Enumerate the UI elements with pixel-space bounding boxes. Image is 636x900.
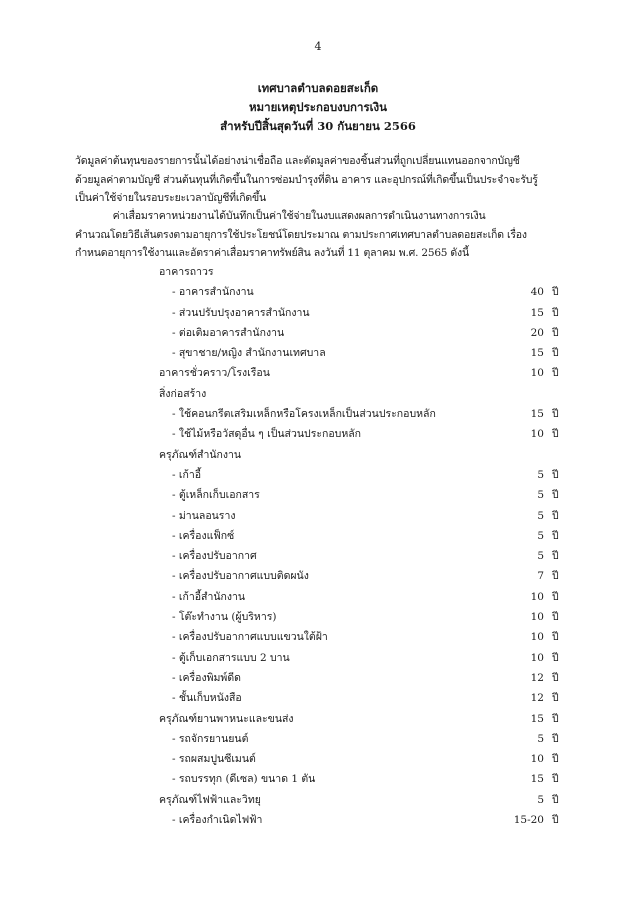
- item-label: - รถจักรยานยนต์: [172, 732, 249, 745]
- useful-life-value: 10: [530, 651, 544, 664]
- unit-label: ปี: [552, 489, 559, 502]
- unit-label: ปี: [552, 367, 559, 380]
- unit-label: ปี: [552, 651, 559, 664]
- category-row: [0, 262, 636, 282]
- useful-life-value: 10: [530, 753, 544, 766]
- useful-life-value: 5: [537, 550, 544, 563]
- list-item: [0, 424, 636, 444]
- page-number: 4: [314, 40, 322, 53]
- list-item: [0, 282, 636, 302]
- useful-life-value: 10: [530, 367, 544, 380]
- useful-life-value: 5: [537, 468, 544, 481]
- useful-life-value: 15: [530, 408, 544, 421]
- list-item: [0, 323, 636, 343]
- list-item: [0, 303, 636, 323]
- document-period: สำหรับปีสิ้นสุดวันที่ 30 กันยายน 2566: [220, 119, 416, 133]
- unit-label: ปี: [552, 326, 559, 339]
- item-label: - โต๊ะทำงาน (ผู้บริหาร): [172, 611, 277, 624]
- unit-label: ปี: [552, 732, 559, 745]
- useful-life-value: 40: [530, 286, 544, 299]
- item-label: - ตู้เก็บเอกสารแบบ 2 บาน: [172, 651, 290, 664]
- useful-life-value: 12: [530, 671, 544, 684]
- list-item: [0, 343, 636, 363]
- item-label: - เก้าอี้: [172, 468, 202, 481]
- useful-life-value: 10: [530, 590, 544, 603]
- useful-life-list: [0, 262, 636, 830]
- useful-life-value: 10: [530, 631, 544, 644]
- unit-label: ปี: [552, 468, 559, 481]
- list-item: [0, 607, 636, 627]
- unit-label: ปี: [552, 611, 559, 624]
- category-row: [0, 790, 636, 810]
- document-title: เทศบาลตำบลดอยสะเก็ด: [257, 81, 379, 95]
- category-row: [0, 363, 636, 383]
- list-item: [0, 769, 636, 789]
- category-label: อาคารชั่วคราว/โรงเรือน: [159, 367, 270, 380]
- category-label: อาคารถาวร: [159, 266, 214, 278]
- item-label: - ส่วนปรับปรุงอาคารสำนักงาน: [172, 306, 310, 319]
- unit-label: ปี: [552, 570, 559, 583]
- unit-label: ปี: [552, 509, 559, 522]
- unit-label: ปี: [552, 306, 559, 319]
- item-label: - ใช้คอนกรีตเสริมเหล็กหรือโครงเหล็กเป็นส่วนประกอบหลัก: [172, 408, 436, 421]
- useful-life-value: 15-20: [513, 814, 544, 827]
- unit-label: ปี: [552, 286, 559, 299]
- paragraph-asset-cost: [75, 152, 581, 208]
- useful-life-value: 5: [537, 793, 544, 806]
- item-label: - ชั้นเก็บหนังสือ: [172, 692, 242, 705]
- item-label: - เครื่องแฟ็กซ์: [172, 529, 235, 542]
- unit-label: ปี: [552, 347, 559, 360]
- item-label: - เครื่องปรับอากาศ: [172, 550, 257, 563]
- list-item: [0, 566, 636, 586]
- unit-label: ปี: [552, 408, 559, 421]
- item-label: - ตู้เหล็กเก็บเอกสาร: [172, 489, 260, 502]
- list-item: [0, 749, 636, 769]
- unit-label: ปี: [552, 814, 559, 827]
- item-label: - อาคารสำนักงาน: [172, 286, 254, 299]
- list-item: [0, 465, 636, 485]
- unit-label: ปี: [552, 631, 559, 644]
- category-label: สิ่งก่อสร้าง: [159, 387, 207, 400]
- paragraph-line: เป็นค่าใช้จ่ายในรอบระยะเวลาบัญชีที่เกิดขึ้น: [75, 192, 266, 204]
- unit-label: ปี: [552, 428, 559, 441]
- item-label: - เก้าอี้สำนักงาน: [172, 590, 246, 603]
- item-label: - ใช้ไม้หรือวัสดุอื่น ๆ เป็นส่วนประกอบหลัก: [172, 428, 362, 441]
- item-label: - เครื่องพิมพ์ดีด: [172, 671, 241, 684]
- useful-life-value: 5: [537, 489, 544, 502]
- category-row: [0, 384, 636, 404]
- category-label: ครุภัณฑ์ยานพาหนะและขนส่ง: [159, 712, 294, 725]
- useful-life-value: 7: [537, 570, 544, 583]
- category-label: ครุภัณฑ์สำนักงาน: [159, 448, 242, 461]
- item-label: - เครื่องปรับอากาศแบบติดผนัง: [172, 570, 309, 583]
- document-subtitle: หมายเหตุประกอบงบการเงิน: [248, 100, 388, 114]
- list-item: [0, 546, 636, 566]
- useful-life-value: 5: [537, 529, 544, 542]
- list-item: [0, 688, 636, 708]
- paragraph-depreciation: [75, 207, 581, 263]
- useful-life-value: 12: [530, 692, 544, 705]
- item-label: - ต่อเติมอาคารสำนักงาน: [172, 326, 285, 339]
- list-item: [0, 810, 636, 830]
- list-item: [0, 526, 636, 546]
- unit-label: ปี: [552, 793, 559, 806]
- list-item: [0, 627, 636, 647]
- category-row: [0, 709, 636, 729]
- item-label: - รถผสมปูนซีเมนต์: [172, 753, 256, 766]
- useful-life-value: 15: [530, 347, 544, 360]
- list-item: [0, 404, 636, 424]
- useful-life-value: 15: [530, 712, 544, 725]
- unit-label: ปี: [552, 590, 559, 603]
- paragraph-line: กำหนดอายุการใช้งานและอัตราค่าเสื่อมราคาทรัพย์สิน ลงวันที่ 11 ตุลาคม พ.ศ. 2565 ดังนี้: [75, 247, 469, 259]
- list-item: [0, 506, 636, 526]
- paragraph-line: วัดมูลค่าต้นทุนของรายการนั้นได้อย่างน่าเชื่อถือ และตัดมูลค่าของชิ้นส่วนที่ถูกเปลี่ยนแทนออกจากบัญชี: [75, 155, 520, 167]
- list-item: [0, 485, 636, 505]
- unit-label: ปี: [552, 712, 559, 725]
- useful-life-value: 10: [530, 428, 544, 441]
- list-item: [0, 587, 636, 607]
- paragraph-line: คำนวณโดยวิธีเส้นตรงตามอายุการใช้ประโยชน์โดยประมาณ ตามประกาศเทศบาลตำบลดอยสะเก็ด เรื่อง: [75, 228, 527, 241]
- unit-label: ปี: [552, 753, 559, 766]
- useful-life-value: 15: [530, 773, 544, 786]
- category-row: [0, 445, 636, 465]
- unit-label: ปี: [552, 692, 559, 705]
- paragraph-line: ค่าเสื่อมราคาหน่วยงานได้บันทึกเป็นค่าใช้จ่ายในงบแสดงผลการดำเนินงานทางการเงิน: [75, 210, 486, 222]
- unit-label: ปี: [552, 671, 559, 684]
- item-label: - ม่านลอนราง: [172, 509, 236, 522]
- unit-label: ปี: [552, 773, 559, 786]
- list-item: [0, 648, 636, 668]
- list-item: [0, 729, 636, 749]
- useful-life-value: 10: [530, 611, 544, 624]
- category-label: ครุภัณฑ์ไฟฟ้าและวิทยุ: [159, 793, 261, 806]
- unit-label: ปี: [552, 529, 559, 542]
- paragraph-line: ด้วยมูลค่าตามบัญชี ส่วนต้นทุนที่เกิดขึ้นในการซ่อมบำรุงที่ดิน อาคาร และอุปกรณ์ที่เกิดขึ้นเป็นประจำจะรับรู้: [75, 173, 538, 186]
- useful-life-value: 20: [530, 326, 544, 339]
- item-label: - สุขาชาย/หญิง สำนักงานเทศบาล: [172, 347, 326, 360]
- unit-label: ปี: [552, 550, 559, 563]
- item-label: - เครื่องปรับอากาศแบบแขวนใต้ฝ้า: [172, 631, 328, 644]
- item-label: - รถบรรทุก (ดีเซล) ขนาด 1 ตัน: [172, 773, 316, 786]
- list-item: [0, 668, 636, 688]
- useful-life-value: 5: [537, 509, 544, 522]
- useful-life-value: 15: [530, 306, 544, 319]
- item-label: - เครื่องกำเนิดไฟฟ้า: [172, 814, 263, 827]
- useful-life-value: 5: [537, 732, 544, 745]
